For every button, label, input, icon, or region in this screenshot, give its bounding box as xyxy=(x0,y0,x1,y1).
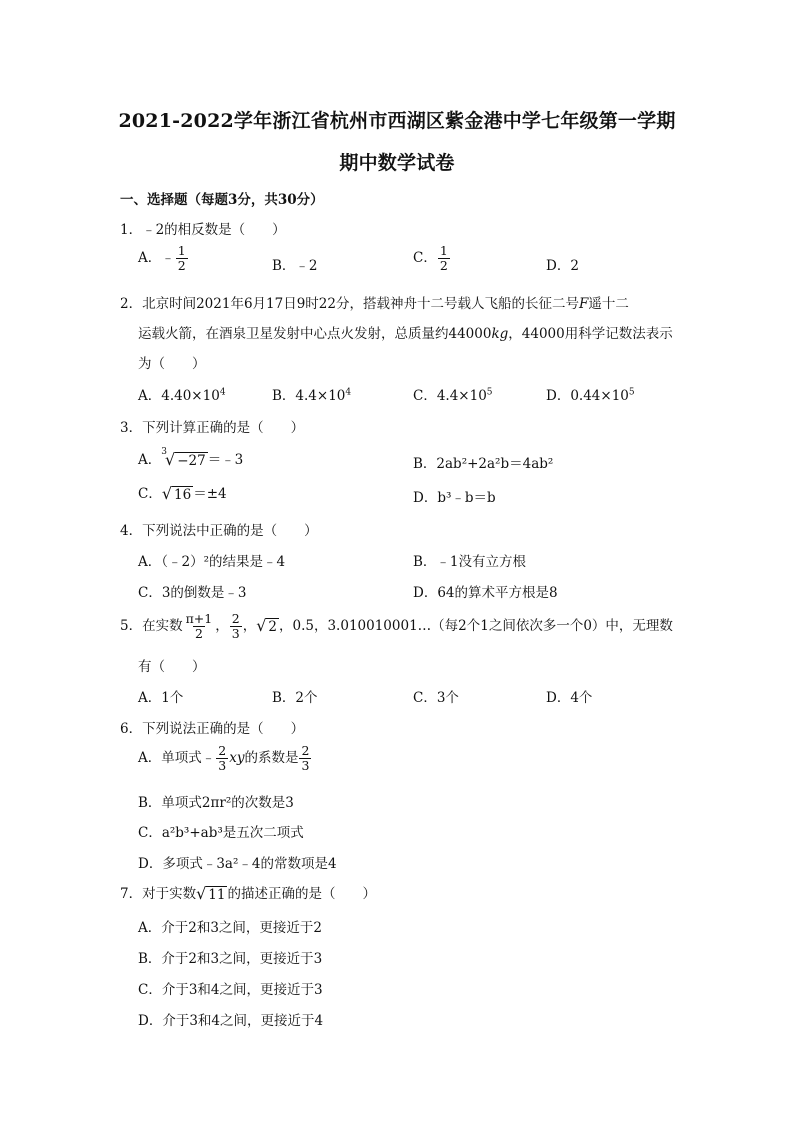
question-1-stem: 1．﹣2的相反数是（ ） xyxy=(120,222,286,238)
fraction: $\frac{2}{3}$ xyxy=(301,743,310,773)
question-7-option-a: A．介于2和3之间，更接近于2 xyxy=(138,920,323,936)
question-1-option-c: C． $\frac{1}{2}$ xyxy=(413,243,448,273)
question-5-option-d: D．4个 xyxy=(546,690,593,706)
question-5-stem-line1: 5．在实数 $\frac{\pi+1}{2}$ ， $\frac{2}{3}$ ， √ 2 ，0.5，3.010010001…（每2个1之间依次多一个0）中，无理数 xyxy=(120,611,673,641)
question-3-option-d: D．b³﹣b＝b xyxy=(413,490,496,506)
question-6-option-b: B．单项式2πr²的次数是3 xyxy=(138,795,294,811)
question-1-option-a: A．﹣ $\frac{1}{2}$ xyxy=(138,243,186,273)
exam-title-line2: 期中数学试卷 xyxy=(339,152,455,174)
question-3-option-b: B．2ab²+2a²b＝4ab² xyxy=(413,456,554,472)
fraction: $\frac{2}{3}$ xyxy=(231,611,240,641)
question-5-option-c: C．3个 xyxy=(413,690,459,706)
fraction: $\frac{2}{3}$ xyxy=(218,743,227,773)
section-heading: 一、选择题（每题3分，共30分） xyxy=(120,192,324,208)
question-2-stem-line2: 运载火箭，在酒泉卫星发射中心点火发射，总质量约44000kg，44000用科学记数法表示 xyxy=(138,326,673,342)
question-2-option-a: A．$4.40\times 10^4$ xyxy=(138,387,226,404)
question-4-option-a: A．（﹣2）²的结果是﹣4 xyxy=(138,554,286,570)
question-3-option-c: C． √ 16 ＝±4 xyxy=(138,484,227,503)
question-4-stem: 4．下列说法中正确的是（ ） xyxy=(120,523,318,539)
exam-title-line1: 2021-2022学年浙江省杭州市西湖区紫金港中学七年级第一学期 xyxy=(118,110,676,132)
question-5-option-b: B．2个 xyxy=(272,690,318,706)
square-root: √ 16 xyxy=(161,484,192,503)
question-2-option-c: C．$4.4\times 10^5$ xyxy=(413,387,493,404)
fraction: $\frac{\pi+1}{2}$ xyxy=(185,611,213,641)
question-2-option-b: B．$4.4\times 10^4$ xyxy=(272,387,352,404)
cube-root: 3 √ −27 xyxy=(161,447,206,469)
question-5-option-a: A．1个 xyxy=(138,690,184,706)
question-2-stem-line3: 为（ ） xyxy=(138,356,206,372)
question-4-option-c: C．3的倒数是﹣3 xyxy=(138,585,247,601)
question-7-option-b: B．介于2和3之间，更接近于3 xyxy=(138,951,323,967)
question-7-stem: 7．对于实数 √ 11 的描述正确的是（ ） xyxy=(120,884,376,903)
question-4-option-d: D．64的算术平方根是8 xyxy=(413,585,558,601)
fraction: $\frac{1}{2}$ xyxy=(439,243,448,273)
square-root: √ 2 xyxy=(256,616,277,635)
question-2-option-d: D．$0.44\times 10^5$ xyxy=(546,387,635,404)
question-1-option-d: D．2 xyxy=(546,258,579,274)
question-6-option-c: C．a²b³+ab³是五次二项式 xyxy=(138,825,304,841)
question-4-option-b: B．﹣1没有立方根 xyxy=(413,554,527,570)
question-3-option-a: A． 3 √ −27 ＝﹣3 xyxy=(138,447,244,469)
question-6-option-d: D．多项式﹣3a²﹣4的常数项是4 xyxy=(138,856,337,872)
question-7-option-c: C．介于3和4之间，更接近于3 xyxy=(138,982,323,998)
question-2-stem-line1: 2．北京时间2021年6月17日9时22分，搭载神舟十二号载人飞船的长征二号F遥十二 xyxy=(120,296,629,312)
question-1-option-b: B．﹣2 xyxy=(272,258,318,274)
question-6-option-a: A．单项式﹣ $\frac{2}{3}$ xy的系数是 $\frac{2}{3}$ xyxy=(138,743,310,773)
fraction: $\frac{1}{2}$ xyxy=(177,243,186,273)
question-6-stem: 6．下列说法正确的是（ ） xyxy=(120,721,305,737)
question-3-stem: 3．下列计算正确的是（ ） xyxy=(120,420,305,436)
question-5-stem-line2: 有（ ） xyxy=(138,659,206,675)
square-root: √ 11 xyxy=(196,884,226,903)
question-7-option-d: D．介于3和4之间，更接近于4 xyxy=(138,1013,324,1029)
